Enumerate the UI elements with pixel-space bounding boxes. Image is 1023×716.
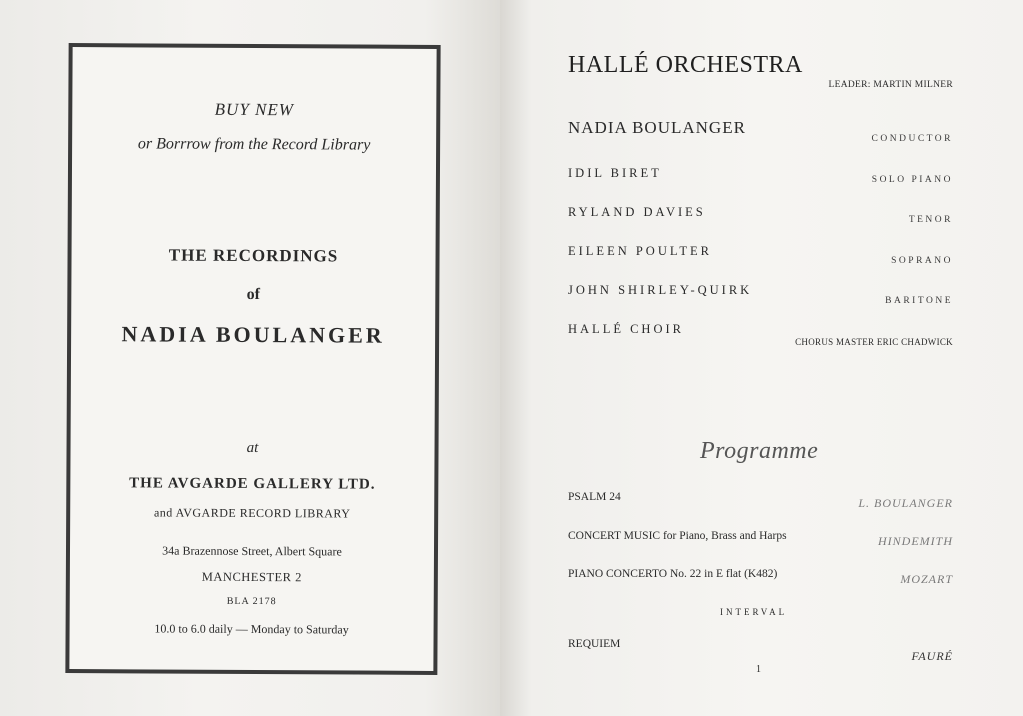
performer-name: JOHN SHIRLEY-QUIRK bbox=[568, 283, 753, 297]
work-composer: HINDEMITH bbox=[878, 534, 953, 548]
chorus-master: CHORUS MASTER ERIC CHADWICK bbox=[795, 337, 953, 347]
ad-recordings: THE RECORDINGS bbox=[168, 245, 339, 266]
programme-title: Programme bbox=[700, 438, 819, 464]
performer-name: EILEEN POULTER bbox=[568, 244, 712, 258]
ad-gallery: THE AVGARDE GALLERY LTD. bbox=[129, 475, 376, 493]
performer-name: NADIA BOULANGER bbox=[568, 118, 746, 137]
performer-name: IDIL BIRET bbox=[568, 166, 662, 180]
page-number: 1 bbox=[756, 664, 761, 675]
ad-city: MANCHESTER 2 bbox=[201, 569, 302, 585]
record-advert bbox=[65, 43, 440, 675]
work-composer: MOZART bbox=[900, 572, 953, 586]
ad-buy-new: BUY NEW bbox=[214, 99, 294, 120]
ad-library: and AVGARDE RECORD LIBRARY bbox=[153, 505, 351, 521]
performer-role: SOLO PIANO bbox=[871, 175, 953, 185]
orchestra-title: HALLÉ ORCHESTRA bbox=[568, 52, 803, 78]
work-composer: L. BOULANGER bbox=[858, 496, 953, 510]
ad-artist: NADIA BOULANGER bbox=[121, 321, 385, 348]
work-composer: FAURÉ bbox=[911, 649, 953, 663]
orchestra-leader: LEADER: MARTIN MILNER bbox=[828, 80, 953, 90]
performer-name: RYLAND DAVIES bbox=[568, 205, 706, 219]
ad-borrow: or Borrrow from the Record Library bbox=[137, 135, 371, 154]
work-title: PIANO CONCERTO No. 22 in E flat (K482) bbox=[568, 568, 778, 580]
work-title: CONCERT MUSIC for Piano, Brass and Harps bbox=[568, 530, 787, 542]
work-title: PSALM 24 bbox=[568, 491, 621, 503]
performer-name: HALLÉ CHOIR bbox=[568, 322, 684, 336]
performer-role: CONDUCTOR bbox=[871, 134, 953, 144]
performer-role: SOPRANO bbox=[891, 256, 953, 266]
performer-role: TENOR bbox=[908, 215, 953, 225]
work-title: REQUIEM bbox=[568, 638, 621, 650]
ad-phone: BLA 2178 bbox=[226, 595, 277, 608]
ad-of: of bbox=[246, 285, 261, 304]
interval-label: INTERVAL bbox=[720, 607, 788, 617]
ad-street: 34a Brazennose Street, Albert Square bbox=[162, 543, 342, 559]
ad-hours: 10.0 to 6.0 daily — Monday to Saturday bbox=[154, 621, 349, 637]
ad-at: at bbox=[246, 439, 259, 457]
performer-role: BARITONE bbox=[885, 296, 953, 306]
